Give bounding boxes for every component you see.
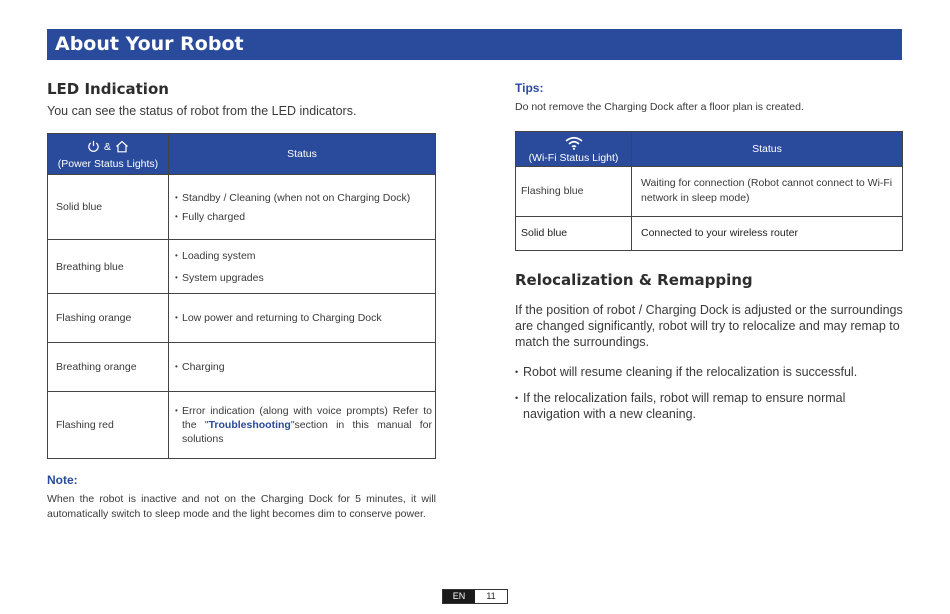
ampersand: &	[103, 140, 111, 153]
table-row	[516, 216, 903, 250]
tips-text: Do not remove the Charging Dock after a floor plan is created.	[515, 101, 804, 113]
title-banner	[47, 29, 902, 60]
language-badge: EN	[443, 590, 475, 603]
led-heading: LED Indication	[47, 80, 169, 98]
tips-label: Tips:	[515, 81, 544, 95]
status-text: Fully charged	[182, 210, 246, 223]
led-status-cell	[169, 392, 436, 459]
status-text: Charging	[182, 361, 225, 373]
led-state-cell: Solid blue	[48, 175, 169, 240]
wifi-state-cell: Flashing blue	[516, 166, 632, 216]
led-state-cell: Flashing orange	[48, 294, 169, 343]
left-column	[47, 78, 436, 521]
table-row	[48, 240, 436, 294]
led-state-cell: Breathing orange	[48, 343, 169, 392]
led-header-status: Status	[169, 134, 436, 175]
note-text: When the robot is inactive and not on the Charging Dock for 5 minutes, it will automatically switch to sleep mode and the light becomes dim to conserve power.	[47, 493, 436, 520]
led-state-cell: Flashing red	[48, 392, 169, 459]
led-status-cell	[169, 175, 436, 240]
status-text: Standby / Cleaning (when not on Charging Dock)	[182, 191, 411, 204]
troubleshooting-link[interactable]: Troubleshooting	[208, 419, 291, 431]
page-footer	[442, 589, 508, 604]
note-label: Note:	[47, 473, 78, 487]
error-text-end: "section in this manual for solutions	[182, 419, 432, 445]
status-text: System upgrades	[182, 271, 264, 284]
led-header-light-cell	[48, 134, 169, 175]
led-state-cell: Breathing blue	[48, 240, 169, 294]
status-text: Low power and returning to Charging Dock	[182, 312, 382, 324]
list-item: • Error indication (along with voice prompts) Refer to the "Troubleshooting"section in this manual for solutions	[175, 405, 432, 445]
table-row	[48, 392, 436, 459]
list-item: • Fully charged	[175, 210, 246, 223]
wifi-table	[515, 131, 903, 251]
led-status-cell	[169, 240, 436, 294]
led-table	[47, 133, 436, 459]
wifi-header-status: Status	[632, 131, 903, 166]
list-item: • Charging	[175, 361, 225, 373]
error-text-start: Error indication (along with voice prompts) Refer to the "	[182, 405, 432, 431]
table-row	[516, 166, 903, 216]
wifi-table-header	[516, 131, 903, 166]
power-icon	[87, 140, 100, 153]
list-item: • Loading system	[175, 249, 256, 262]
list-item: • Low power and returning to Charging Dock	[175, 312, 382, 324]
power-status-lights-label: (Power Status Lights)	[57, 157, 159, 170]
wifi-status-cell: Connected to your wireless router	[632, 216, 903, 250]
list-item: • If the relocalization fails, robot will remap to ensure normal navigation with a new cleaning.	[515, 390, 903, 422]
wifi-status-cell: Waiting for connection (Robot cannot connect to Wi-Fi network in sleep mode)	[632, 166, 903, 216]
table-row	[48, 343, 436, 392]
wifi-header-light-cell	[516, 131, 632, 166]
led-intro: You can see the status of robot from the LED indicators.	[47, 104, 357, 118]
page-title: About Your Robot	[55, 33, 244, 55]
page-number: 11	[475, 590, 507, 603]
error-indication-text	[182, 404, 432, 446]
led-table-header	[48, 134, 436, 175]
led-status-cell	[169, 343, 436, 392]
list-item: • Robot will resume cleaning if the relocalization is successful.	[515, 364, 858, 379]
wifi-status-light-label: (Wi-Fi Status Light)	[528, 152, 619, 164]
table-row	[48, 294, 436, 343]
list-item: • System upgrades	[175, 271, 264, 284]
reloc-bullet-text: If the relocalization fails, robot will remap to ensure normal navigation with a new cleaning.	[523, 390, 846, 421]
list-item: • Standby / Cleaning (when not on Charging Dock)	[175, 191, 411, 204]
home-icon	[115, 140, 129, 153]
wifi-icon	[564, 136, 584, 150]
reloc-paragraph: If the position of robot / Charging Dock is adjusted or the surroundings are changed significantly, robot will try to relocalize and may remap to match the surroundings.	[515, 302, 903, 349]
right-column	[515, 78, 903, 422]
status-text: Loading system	[182, 249, 256, 262]
wifi-state-cell: Solid blue	[516, 216, 632, 250]
reloc-bullet-text: Robot will resume cleaning if the relocalization is successful.	[523, 364, 858, 379]
table-row	[48, 175, 436, 240]
led-status-cell	[169, 294, 436, 343]
reloc-heading: Relocalization & Remapping	[515, 270, 753, 289]
